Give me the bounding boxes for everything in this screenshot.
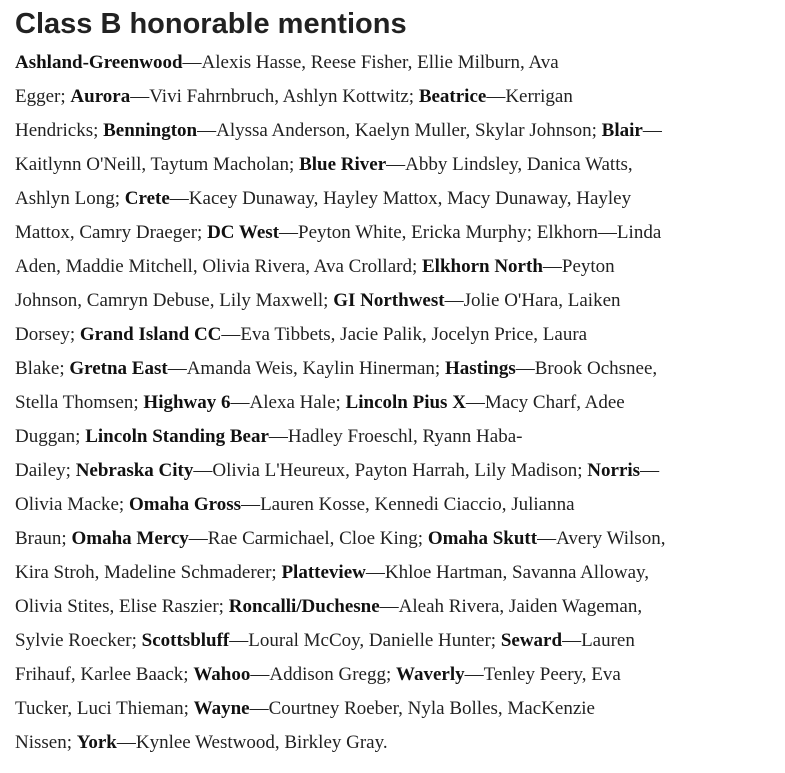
school-name: Omaha Mercy: [71, 528, 189, 549]
player-names: —Brook Ochsnee,: [515, 358, 658, 379]
school-name: Omaha Gross: [128, 494, 242, 515]
player-names: —Courtney Roeber, Nyla Bolles, MacKenzie: [249, 698, 595, 719]
school-name: DC West: [207, 222, 280, 243]
school-name: Bennington: [103, 120, 198, 141]
player-names: —Alexis Hasse, Reese Fisher, Ellie Milburn, Ava: [182, 52, 559, 73]
player-names: —Eva Tibbets, Jacie Palik, Jocelyn Price, Laura: [221, 324, 588, 345]
player-names: —: [640, 460, 660, 481]
player-names: —Kerrigan: [486, 86, 573, 107]
school-name: Waverly: [396, 664, 465, 685]
player-names: Frihauf, Karlee Baack;: [15, 664, 194, 685]
player-names: Blake;: [15, 358, 70, 379]
player-names: —Macy Charf, Adee: [465, 392, 625, 413]
honorable-mentions-paragraph: [15, 46, 770, 760]
school-name: Norris: [587, 460, 641, 481]
player-names: Egger;: [15, 86, 71, 107]
text-line: [15, 454, 770, 488]
school-name: Omaha Skutt: [427, 528, 538, 549]
school-name: Blair: [601, 120, 643, 141]
text-line: [15, 284, 770, 318]
player-names: Aden, Maddie Mitchell, Olivia Rivera, Ava Crollard;: [15, 256, 422, 277]
text-line: [15, 250, 770, 284]
player-names: —Kacey Dunaway, Hayley Mattox, Macy Dunaway, Hayley: [169, 188, 632, 209]
player-names: Dorsey;: [15, 324, 80, 345]
player-names: —Abby Lindsley, Danica Watts,: [386, 154, 633, 175]
player-names: —Tenley Peery, Eva: [464, 664, 621, 685]
player-names: —Jolie O'Hara, Laiken: [444, 290, 621, 311]
player-names: —Alyssa Anderson, Kaelyn Muller, Skylar Johnson;: [197, 120, 602, 141]
player-names: Kaitlynn O'Neill, Taytum Macholan;: [15, 154, 300, 175]
player-names: Dailey;: [15, 460, 76, 481]
text-line: [15, 114, 770, 148]
school-name: Elkhorn North: [422, 256, 543, 277]
text-line: [15, 522, 770, 556]
school-name: York: [76, 732, 117, 753]
school-name: Platteview: [281, 562, 366, 583]
text-line: [15, 80, 770, 114]
player-names: —Addison Gregg;: [250, 664, 396, 685]
player-names: Olivia Macke;: [15, 494, 129, 515]
player-names: —Peyton White, Ericka Murphy; Elkhorn—Linda: [279, 222, 662, 243]
player-names: —Loural McCoy, Danielle Hunter;: [229, 630, 501, 651]
text-line: [15, 216, 770, 250]
school-name: Ashland-Greenwood: [15, 52, 183, 73]
text-line: [15, 590, 770, 624]
player-names: —Amanda Weis, Kaylin Hinerman;: [167, 358, 445, 379]
player-names: Sylvie Roecker;: [15, 630, 142, 651]
text-line: [15, 386, 770, 420]
text-line: [15, 556, 770, 590]
school-name: Blue River: [299, 154, 387, 175]
school-name: Crete: [124, 188, 170, 209]
text-line: [15, 46, 770, 80]
player-names: —Lauren Kosse, Kennedi Ciaccio, Julianna: [241, 494, 575, 515]
school-name: Hastings: [444, 358, 516, 379]
text-line: [15, 318, 770, 352]
text-line: [15, 420, 770, 454]
text-line: [15, 692, 770, 726]
section-heading: Class B honorable mentions: [15, 8, 407, 40]
player-names: Nissen;: [15, 732, 77, 753]
player-names: Duggan;: [15, 426, 86, 447]
player-names: —Peyton: [542, 256, 615, 277]
school-name: Scottsbluff: [141, 630, 230, 651]
text-line: [15, 726, 770, 760]
player-names: Ashlyn Long;: [15, 188, 125, 209]
school-name: Seward: [500, 630, 563, 651]
player-names: Mattox, Camry Draeger;: [15, 222, 208, 243]
player-names: —Aleah Rivera, Jaiden Wageman,: [379, 596, 643, 617]
school-name: Gretna East: [69, 358, 168, 379]
player-names: Johnson, Camryn Debuse, Lily Maxwell;: [15, 290, 334, 311]
school-name: GI Northwest: [333, 290, 445, 311]
player-names: —Alexa Hale;: [230, 392, 346, 413]
school-name: Wahoo: [193, 664, 251, 685]
text-line: [15, 182, 770, 216]
player-names: Hendricks;: [15, 120, 104, 141]
school-name: Nebraska City: [75, 460, 194, 481]
player-names: Olivia Stites, Elise Raszier;: [15, 596, 229, 617]
text-line: [15, 352, 770, 386]
text-line: [15, 488, 770, 522]
school-name: Lincoln Standing Bear: [85, 426, 269, 447]
player-names: Kira Stroh, Madeline Schmaderer;: [15, 562, 282, 583]
school-name: Grand Island CC: [79, 324, 222, 345]
player-names: —Khloe Hartman, Savanna Alloway,: [365, 562, 650, 583]
school-name: Beatrice: [418, 86, 487, 107]
player-names: —Avery Wilson,: [537, 528, 666, 549]
school-name: Roncalli/Duchesne: [228, 596, 380, 617]
player-names: —: [642, 120, 662, 141]
player-names: —Rae Carmichael, Cloe King;: [188, 528, 428, 549]
player-names: Braun;: [15, 528, 72, 549]
text-line: [15, 658, 770, 692]
text-line: [15, 624, 770, 658]
player-names: —Kynlee Westwood, Birkley Gray.: [116, 732, 388, 753]
player-names: —Hadley Froeschl, Ryann Haba-: [268, 426, 523, 447]
player-names: —Olivia L'Heureux, Payton Harrah, Lily Madison;: [193, 460, 588, 481]
school-name: Wayne: [193, 698, 250, 719]
player-names: Tucker, Luci Thieman;: [15, 698, 194, 719]
text-line: [15, 148, 770, 182]
player-names: Stella Thomsen;: [15, 392, 144, 413]
school-name: Lincoln Pius X: [345, 392, 466, 413]
player-names: —Vivi Fahrnbruch, Ashlyn Kottwitz;: [130, 86, 419, 107]
school-name: Aurora: [70, 86, 131, 107]
school-name: Highway 6: [143, 392, 231, 413]
player-names: —Lauren: [562, 630, 635, 651]
